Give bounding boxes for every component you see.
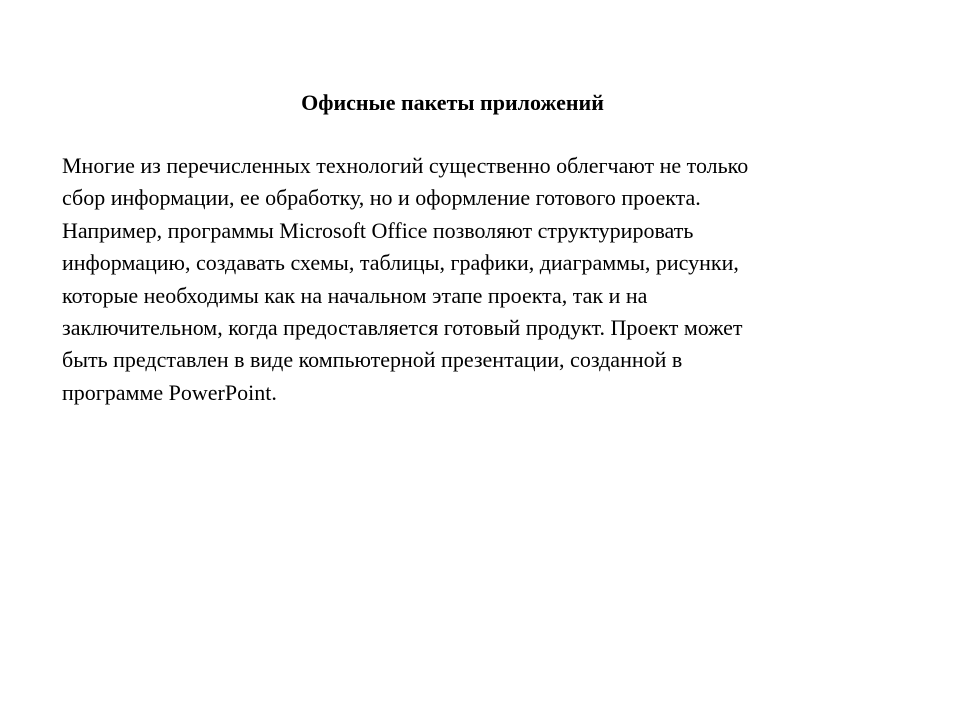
- body-line: программе PowerPoint.: [62, 379, 277, 405]
- body-line: заключительном, когда предоставляется готовый продукт. Проект может: [62, 315, 743, 341]
- body-line: Например, программы Microsoft Office позволяют структурировать: [62, 217, 694, 243]
- body-line: сбор информации, ее обработку, но и оформление готового проекта.: [62, 185, 701, 211]
- slide-body-paragraph: [62, 150, 902, 409]
- body-line: Многие из перечисленных технологий существенно облегчают не только: [62, 153, 749, 178]
- body-line: информацию, создавать схемы, таблицы, графики, диаграммы, рисунки,: [62, 250, 739, 276]
- body-line: которые необходимы как на начальном этапе проекта, так и на: [62, 282, 648, 308]
- slide-title: Офисные пакеты приложений: [301, 90, 604, 115]
- body-line: быть представлен в виде компьютерной презентации, созданной в: [62, 347, 683, 373]
